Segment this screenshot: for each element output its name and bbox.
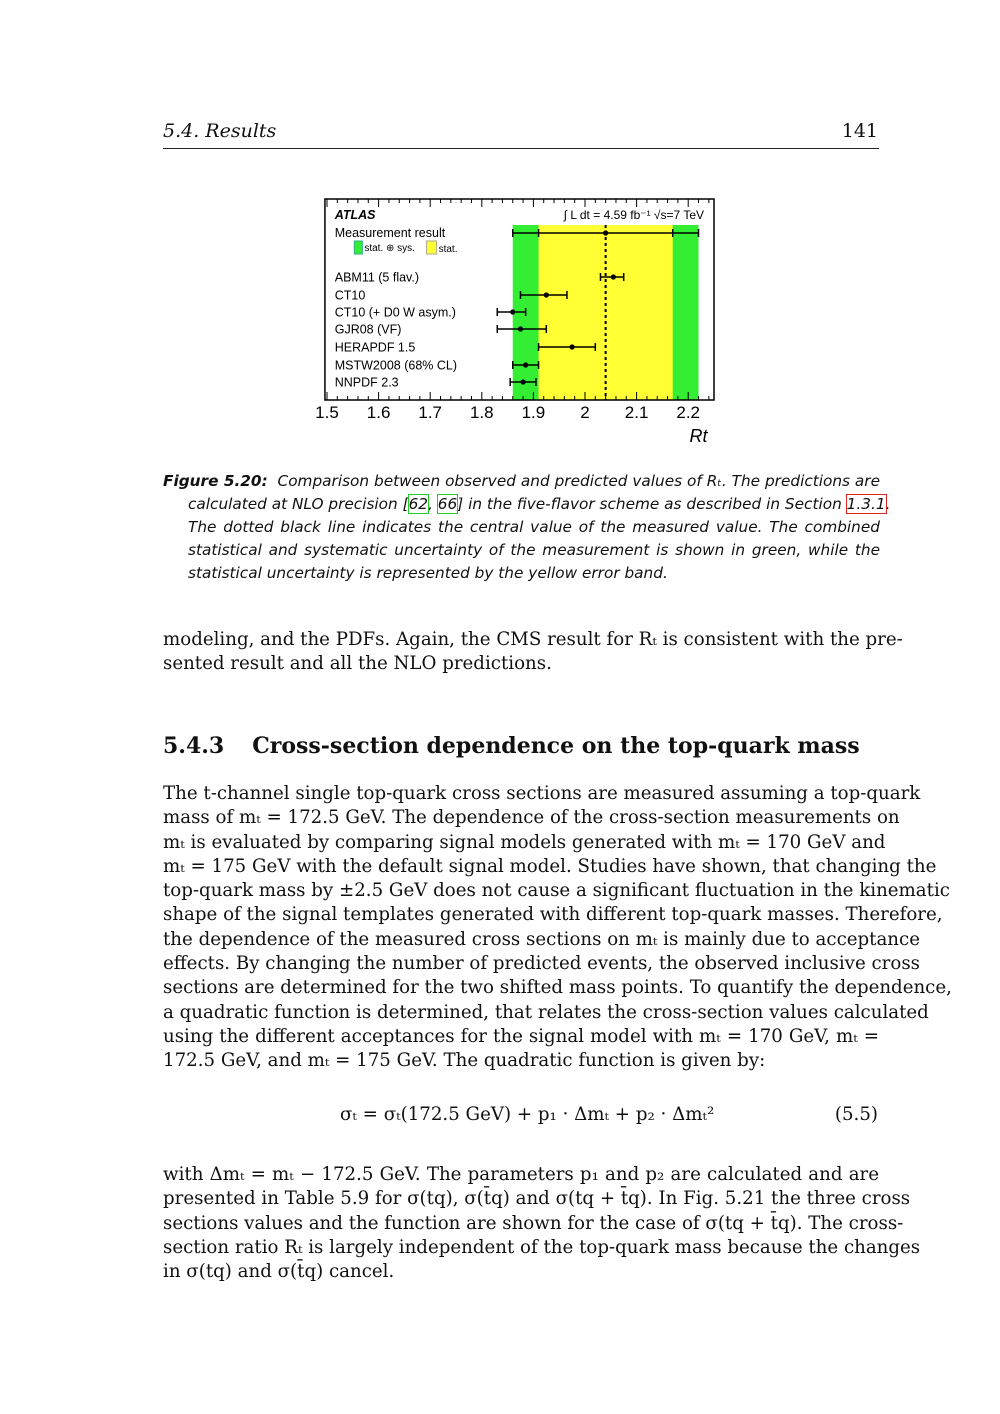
text-line: mass of mₜ = 172.5 GeV. The dependence of the cross-section measurements on — [163, 807, 900, 829]
x-tick-label: 2.1 — [624, 403, 649, 422]
caption-text: calculated at NLO precision [ — [188, 495, 409, 513]
x-tick-label: 2.2 — [676, 403, 701, 422]
figure-label: Figure 5.20: — [163, 472, 268, 490]
text-line: The t-channel single top-quark cross sections are measured assuming a top-quark — [163, 783, 921, 804]
page-number: 141 — [841, 120, 878, 142]
prediction-point — [544, 292, 549, 297]
prediction-point — [520, 379, 525, 384]
prediction-point — [611, 274, 616, 279]
section-title: Cross-section dependence on the top-quark mass — [252, 733, 860, 759]
text-line: the dependence of the measured cross sections on mₜ is mainly due to acceptance — [163, 928, 920, 950]
x-tick-label: 1.8 — [469, 403, 494, 422]
text-line: a quadratic function is determined, that relates the cross-section values calculated — [163, 1001, 929, 1023]
x-tick-label: 1.7 — [418, 403, 443, 422]
caption-text: statistical uncertainty is represented by the yellow error band. — [188, 564, 668, 582]
prediction-label: NNPDF 2.3 — [334, 375, 399, 390]
text-line: modeling, and the PDFs. Again, the CMS result for Rₜ is consistent with the pre- — [163, 629, 903, 650]
text-line: presented in Table 5.9 for σ(tq), σ(t̄q) and σ(tq + t̄q). In Fig. 5.21 the three cross — [163, 1188, 911, 1210]
measurement-point — [603, 230, 608, 235]
legend-label: stat. — [438, 244, 458, 255]
paragraph — [163, 1163, 921, 1284]
caption-text: . — [885, 495, 891, 513]
section-link[interactable]: 1.3.1 — [846, 495, 886, 513]
atlas-label: ATLAS — [334, 208, 376, 222]
x-tick-label: 1.9 — [521, 403, 546, 422]
measurement-label: Measurement result — [334, 226, 446, 240]
text-line: using the different acceptances for the signal model with mₜ = 170 GeV, mₜ = — [163, 1025, 879, 1047]
caption-text: statistical and systematic uncertainty of the measurement is shown in green, while the — [188, 541, 880, 559]
section-number: 5.4.3 — [163, 733, 225, 759]
prediction-label: GJR08 (VF) — [334, 322, 402, 337]
text-line: sections are determined for the two shifted mass points. To quantify the dependence, — [163, 977, 952, 999]
legend-swatch-stat-sys — [354, 241, 362, 254]
prediction-point — [510, 309, 515, 314]
header-rule — [163, 148, 879, 149]
prediction-point — [518, 326, 523, 331]
prediction-label: ABM11 (5 flav.) — [334, 270, 420, 285]
prediction-point — [570, 344, 575, 349]
text-line: shape of the signal templates generated with different top-quark masses. Therefore, — [163, 904, 943, 926]
legend-swatch-stat — [427, 241, 437, 254]
caption-text: The dotted black line indicates the central value of the measured value. The combined — [188, 518, 880, 536]
text-line: top-quark mass by ±2.5 GeV does not cause a significant fluctuation in the kinematic — [163, 880, 950, 902]
text-line: section ratio Rₜ is largely independent of the top-quark mass because the changes — [163, 1236, 921, 1258]
x-axis-label: Rt — [689, 426, 708, 446]
text-line: with Δmₜ = mₜ − 172.5 GeV. The parameters p₁ and p₂ are calculated and are — [163, 1164, 879, 1185]
caption-text: , — [428, 495, 438, 513]
x-tick-label: 2 — [580, 403, 590, 422]
text-line: in σ(tq) and σ(t̄q) cancel. — [163, 1261, 395, 1283]
prediction-label: CT10 (+ D0 W asym.) — [334, 305, 456, 320]
prediction-label: MSTW2008 (68% CL) — [334, 358, 458, 373]
caption-text: ] in the five-flavor scheme as described in Section — [457, 495, 847, 513]
rt-comparison-chart — [300, 190, 730, 450]
citation-link[interactable]: 62 — [408, 495, 429, 513]
x-tick-label: 1.6 — [366, 403, 391, 422]
paragraph — [163, 628, 903, 677]
prediction-label: HERAPDF 1.5 — [334, 340, 416, 355]
text-line: 172.5 GeV, and mₜ = 175 GeV. The quadratic function is given by: — [163, 1050, 766, 1072]
legend-label: stat. ⊕ sys. — [364, 243, 415, 254]
text-line: sections values and the function are shown for the case of σ(tq + t̄q). The cross- — [163, 1212, 904, 1234]
figure-caption — [163, 470, 891, 585]
section-heading — [163, 733, 860, 759]
text-line: sented result and all the NLO predictions. — [163, 653, 552, 675]
prediction-point — [523, 362, 528, 367]
x-tick-label: 1.5 — [315, 403, 339, 422]
citation-link[interactable]: 66 — [437, 495, 458, 513]
text-line: effects. By changing the number of predicted events, the observed inclusive cross — [163, 953, 920, 975]
equation: σₜ = σₜ(172.5 GeV) + p₁ · Δmₜ + p₂ · Δmₜ² — [340, 1104, 715, 1125]
caption-text: Comparison between observed and predicted values of Rₜ. The predictions are — [277, 472, 880, 490]
paragraph — [163, 782, 952, 1074]
running-header-section: 5.4. Results — [163, 120, 277, 142]
luminosity-annotation: ∫ L dt = 4.59 fb⁻¹ √s=7 TeV — [563, 208, 704, 222]
equation-number: (5.5) — [834, 1104, 878, 1125]
prediction-label: CT10 — [334, 288, 366, 303]
text-line: mₜ = 175 GeV with the default signal model. Studies have shown, that changing the — [163, 855, 937, 877]
text-line: mₜ is evaluated by comparing signal models generated with mₜ = 170 GeV and — [163, 831, 886, 853]
